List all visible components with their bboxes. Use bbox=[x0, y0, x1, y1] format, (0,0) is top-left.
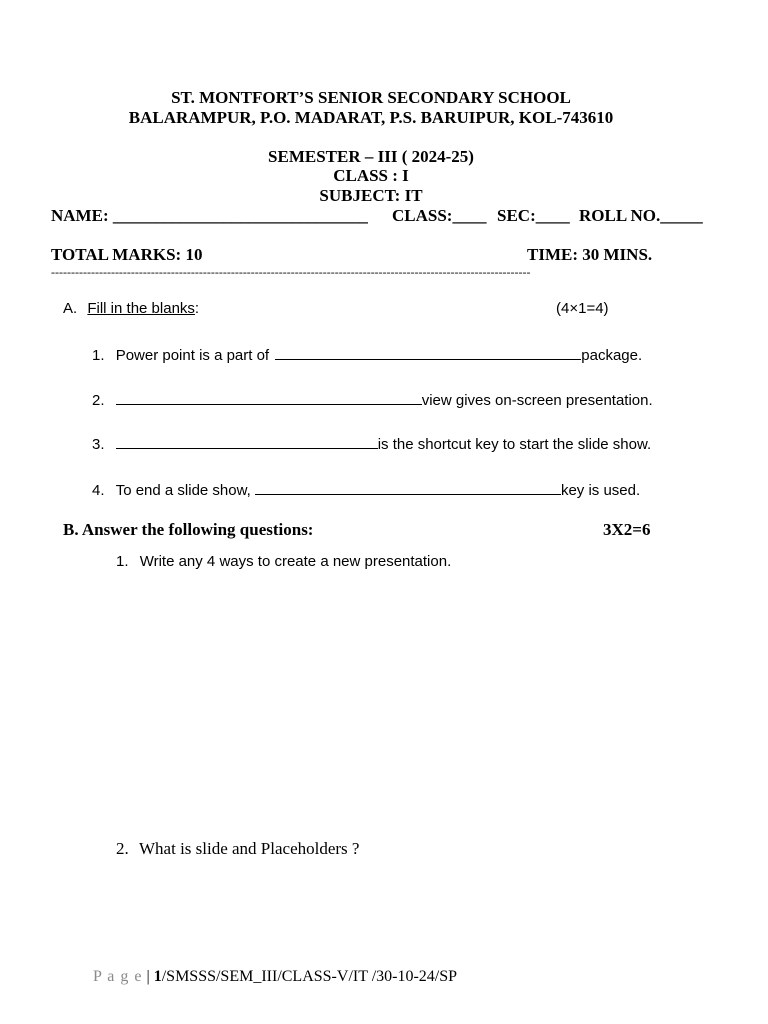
class-field: CLASS:____ bbox=[392, 206, 487, 225]
item-text-after: key is used. bbox=[560, 482, 641, 499]
sec-field: SEC:____ bbox=[497, 206, 570, 225]
total-marks: TOTAL MARKS: 10 bbox=[51, 245, 203, 264]
school-address: BALARAMPUR, P.O. MADARAT, P.S. BARUIPUR, KOL-743610 bbox=[128, 108, 614, 127]
item-text-after: view gives on-screen presentation. bbox=[421, 392, 653, 409]
answer-blank bbox=[116, 434, 378, 449]
school-name: ST. MONTFORT’S SENIOR SECONDARY SCHOOL bbox=[171, 88, 571, 107]
subject-title: SUBJECT: IT bbox=[319, 186, 423, 205]
item-number: 4. bbox=[92, 482, 105, 499]
item-number: 2. bbox=[92, 392, 105, 409]
blank-item-1 bbox=[92, 345, 642, 364]
question-text: What is slide and Placeholders ? bbox=[139, 839, 360, 858]
question-1 bbox=[116, 553, 451, 570]
section-a-heading bbox=[63, 300, 199, 317]
page-number: 1 bbox=[153, 968, 162, 985]
section-a-marks: (4×1=4) bbox=[556, 300, 609, 317]
section-a-colon: : bbox=[194, 300, 200, 317]
dashed-divider: ------------------------------------------------------------------------------------------------------------------------ bbox=[51, 265, 531, 279]
footer-separator: | bbox=[146, 968, 150, 985]
answer-blank bbox=[116, 390, 422, 405]
blank-item-4 bbox=[92, 480, 640, 499]
item-number: 3. bbox=[92, 436, 105, 453]
roll-no-field: ROLL NO._____ bbox=[579, 206, 703, 225]
blank-item-2 bbox=[92, 390, 653, 409]
question-text: Write any 4 ways to create a new presentation. bbox=[139, 553, 452, 570]
blank-item-3 bbox=[92, 434, 651, 453]
document-code: /SMSSS/SEM_III/CLASS-V/IT /30-10-24/SP bbox=[161, 968, 458, 985]
item-number: 1. bbox=[92, 347, 105, 364]
section-a-title: Fill in the blanks bbox=[87, 300, 195, 317]
answer-blank bbox=[255, 480, 561, 495]
page-label: P a g e bbox=[93, 968, 143, 985]
name-field: NAME: ______________________________ bbox=[51, 206, 368, 225]
item-text-before: To end a slide show, bbox=[115, 482, 251, 499]
question-number: 1. bbox=[116, 553, 129, 570]
semester-title: SEMESTER – III ( 2024-25) bbox=[268, 147, 474, 166]
item-text-after: is the shortcut key to start the slide show. bbox=[377, 436, 652, 453]
item-text-after: package. bbox=[581, 347, 643, 364]
page-footer bbox=[93, 968, 457, 986]
section-b-marks: 3X2=6 bbox=[603, 520, 651, 539]
answer-blank bbox=[275, 345, 581, 360]
question-2 bbox=[116, 839, 359, 859]
section-b-heading: B. Answer the following questions: bbox=[63, 520, 314, 539]
section-a-label: A. bbox=[63, 300, 78, 317]
question-number: 2. bbox=[116, 839, 129, 858]
time-allowed: TIME: 30 MINS. bbox=[527, 245, 653, 264]
item-text-before: Power point is a part of bbox=[115, 347, 270, 364]
class-title: CLASS : I bbox=[333, 166, 409, 185]
